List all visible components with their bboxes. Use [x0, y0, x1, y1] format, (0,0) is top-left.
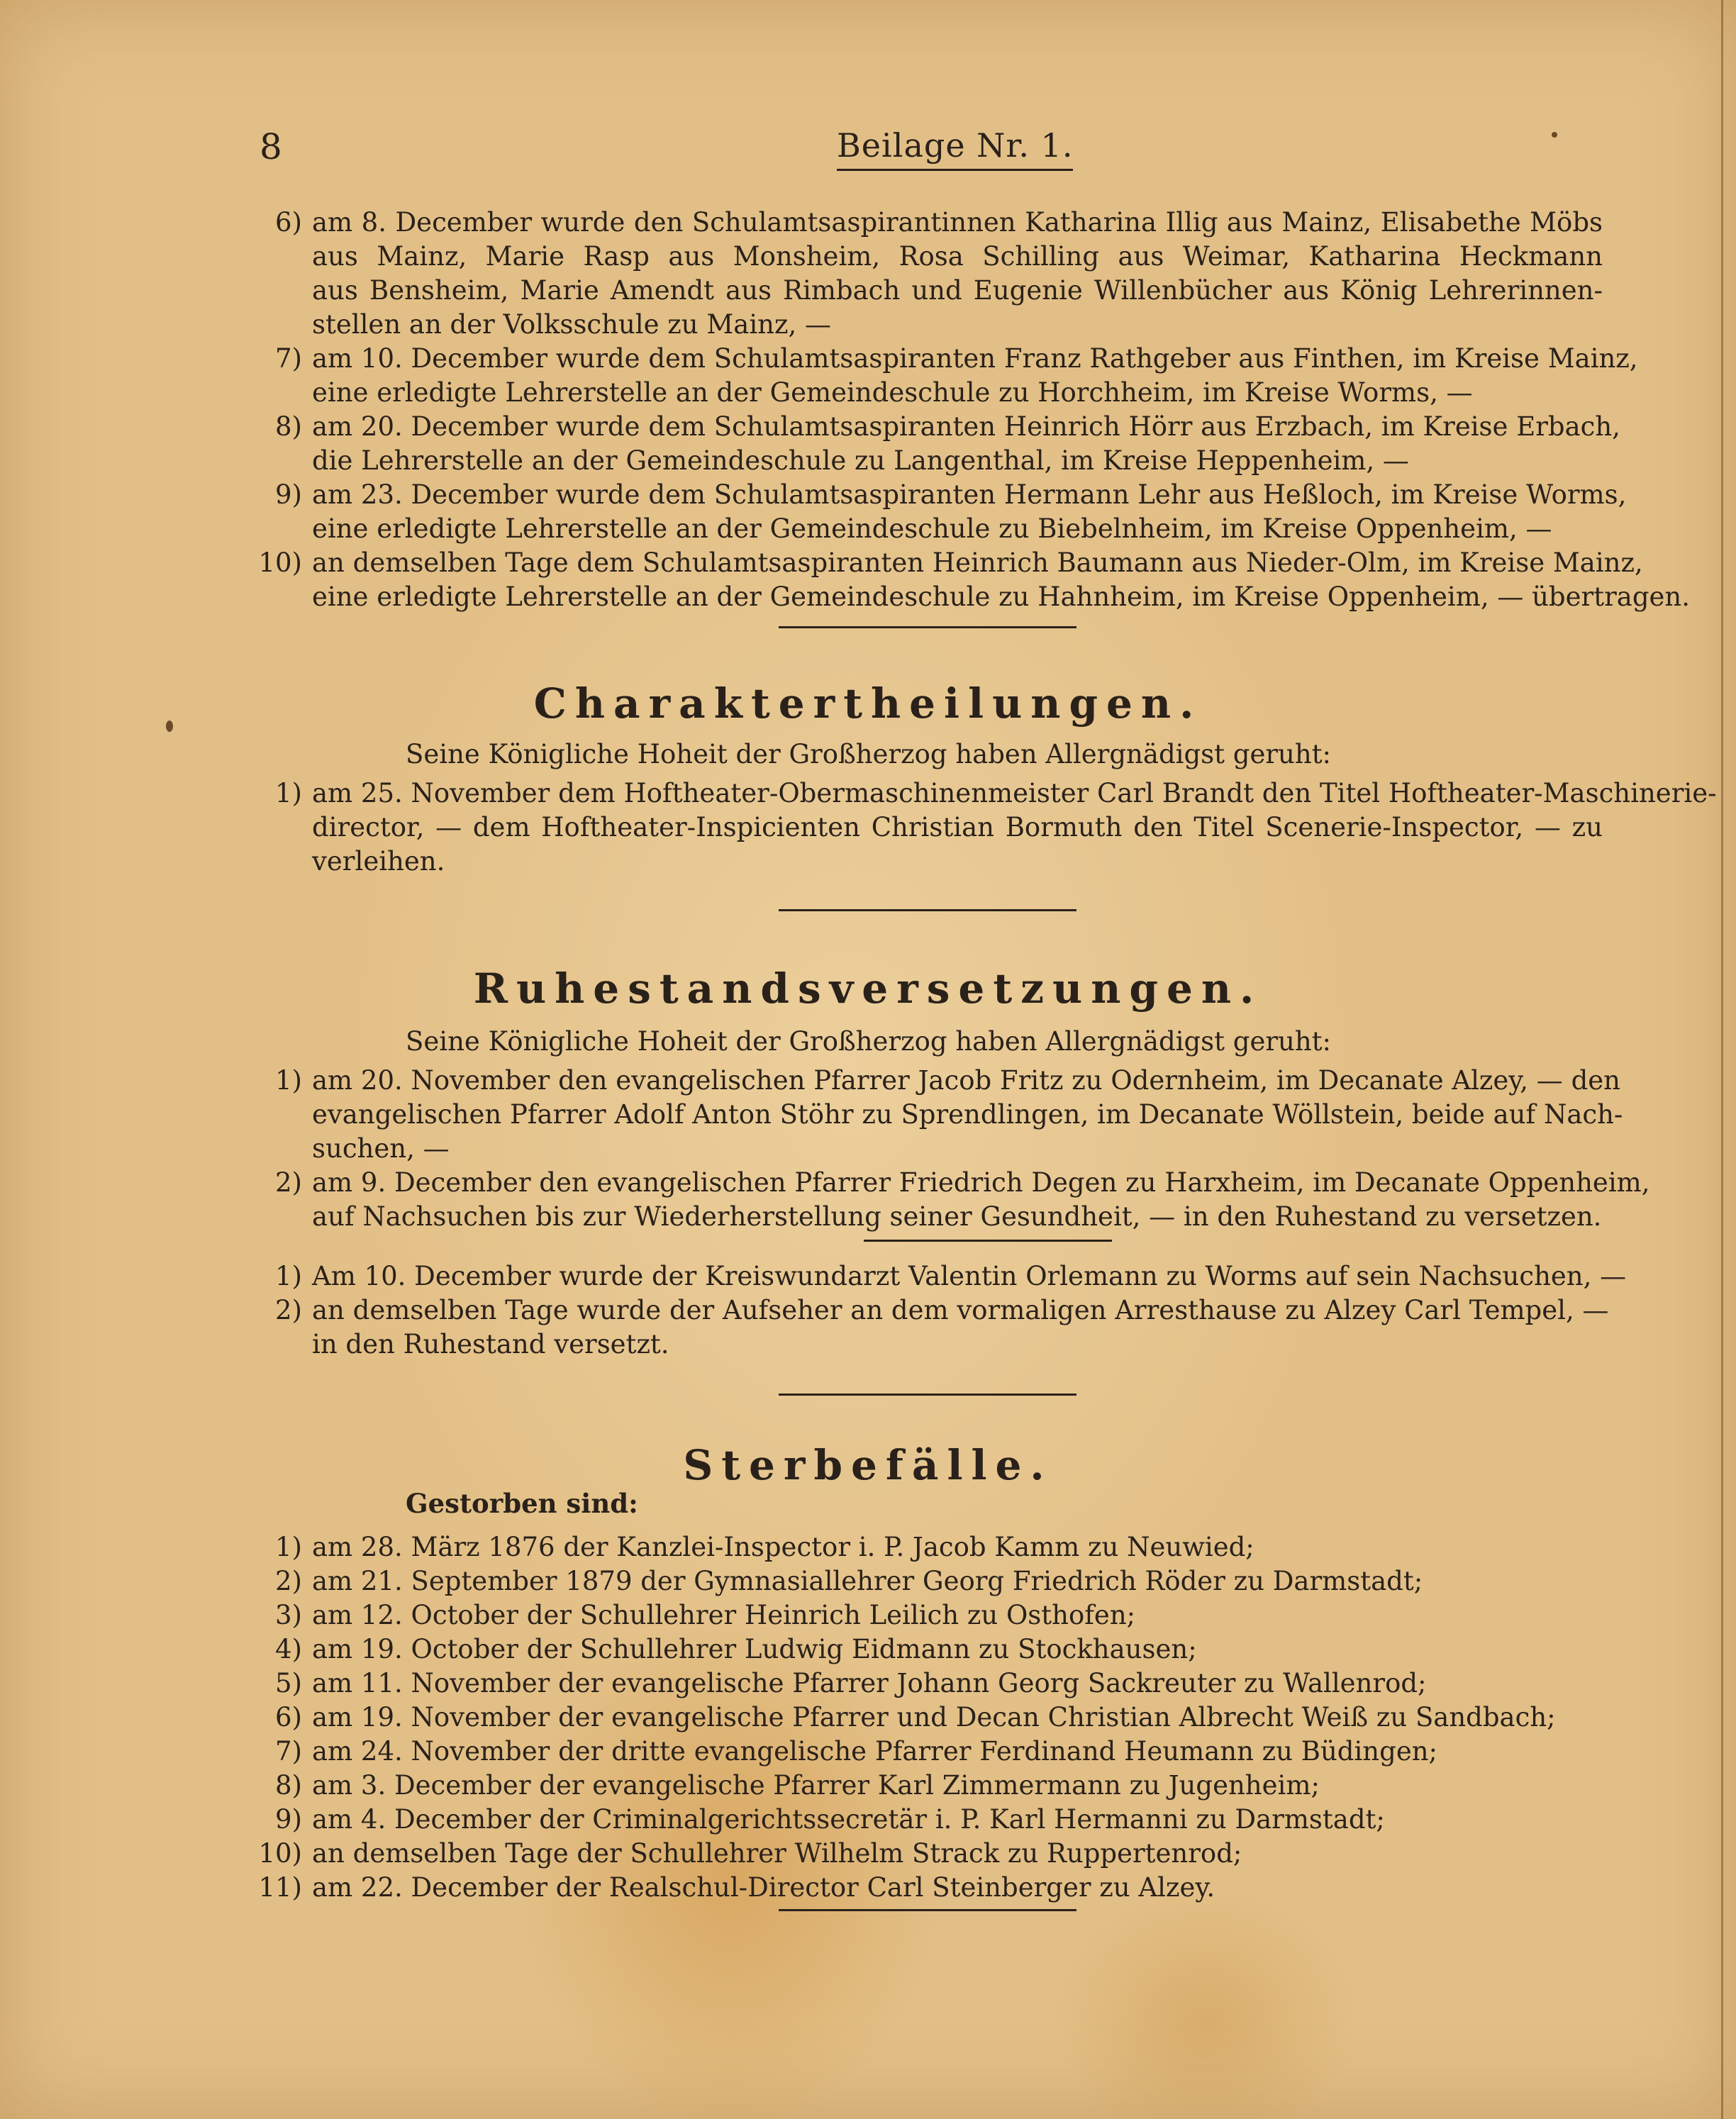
sterbefaelle-section [258, 1530, 1603, 1905]
item-number: 2) [275, 1167, 302, 1198]
list-item [275, 1701, 1603, 1735]
item-text-line: am 9. December den evangelischen Pfarrer Friedrich Degen zu Harxheim, im Decanate Oppenheim, [312, 1167, 1650, 1198]
item-text-line: am 19. November der evangelische Pfarrer und Decan Christian Albrecht Weiß zu Sandbach; [312, 1702, 1556, 1733]
item-text-line: am 21. September 1879 der Gymnasiallehrer Georg Friedrich Röder zu Darmstadt; [312, 1566, 1423, 1596]
list-item [275, 1667, 1603, 1701]
item-number: 1) [275, 1065, 302, 1096]
item-number: 7) [275, 343, 302, 374]
item-text-line: in den Ruhestand versetzt. [312, 1329, 669, 1359]
item-text-line: am 11. November der evangelische Pfarrer Johann Georg Sackreuter zu Wallenrod; [312, 1668, 1427, 1698]
item-text-line: am 22. December der Realschul-Director Carl Steinberger zu Alzey. [312, 1872, 1215, 1903]
item-text-line: am 20. November den evangelischen Pfarrer Jacob Fritz zu Odernheim, im Decanate Alzey, — den [312, 1065, 1620, 1096]
ruhestand-intro: Seine Königliche Hoheit der Großherzog haben Allergnädigst geruht: [406, 1026, 1332, 1057]
list-item [275, 1735, 1603, 1769]
item-text-line: aus Bensheim, Marie Amendt aus Rimbach und Eugenie Willenbücher aus König Lehrerinnen- [312, 275, 1603, 306]
list-item [258, 546, 1690, 614]
item-number: 9) [275, 1804, 302, 1835]
item-number: 10) [258, 547, 302, 578]
item-text-line: am 24. November der dritte evangelische Pfarrer Ferdinand Heumann zu Büdingen; [312, 1736, 1438, 1767]
heading-charaktertheilungen: Charaktertheilungen. [533, 679, 1203, 728]
item-number: 7) [275, 1736, 302, 1767]
list-item [275, 1803, 1603, 1837]
sterbefaelle-intro: Gestorben sind: [406, 1488, 638, 1519]
item-number: 11) [258, 1872, 302, 1903]
list-item [275, 1769, 1603, 1803]
list-item [258, 1871, 1603, 1905]
section-divider [779, 626, 1076, 628]
item-text-line: am 10. December wurde dem Schulamtsaspiranten Franz Rathgeber aus Finthen, im Kreise Mainz, [312, 343, 1638, 374]
item-text-line: stellen an der Volksschule zu Mainz, — [312, 309, 831, 340]
list-item [275, 206, 1603, 342]
item-text-line: am 28. März 1876 der Kanzlei-Inspector i. P. Jacob Kamm zu Neuwied; [312, 1532, 1254, 1562]
item-number: 2) [275, 1295, 302, 1325]
page-number: 8 [260, 126, 282, 167]
page-header [0, 126, 1736, 169]
item-text-line: am 23. December wurde dem Schulamtsaspiranten Hermann Lehr aus Heßloch, im Kreise Worms, [312, 479, 1627, 510]
item-text-line: eine erledigte Lehrerstelle an der Gemeindeschule zu Hahnheim, im Kreise Oppenheim, — übertragen. [312, 582, 1690, 612]
section-divider [779, 1909, 1076, 1911]
appointments-section [258, 206, 1690, 614]
item-number: 3) [275, 1600, 302, 1630]
item-number: 2) [275, 1566, 302, 1596]
item-number: 6) [275, 1702, 302, 1733]
charakter-intro: Seine Königliche Hoheit der Großherzog haben Allergnädigst geruht: [406, 739, 1332, 769]
item-text-line: auf Nachsuchen bis zur Wiederherstellung seiner Gesundheit, — in den Ruhestand zu versetzen. [312, 1201, 1602, 1232]
list-item [275, 1294, 1609, 1362]
item-text-line: director, — dem Hoftheater-Inspicienten Christian Bormuth den Titel Scenerie-Inspector, — zu [312, 812, 1603, 842]
page-edge-line [1721, 0, 1723, 2119]
item-text-line: am 3. December der evangelische Pfarrer Karl Zimmermann zu Jugenheim; [312, 1770, 1320, 1801]
item-text-line: am 20. December wurde dem Schulamtsaspiranten Heinrich Hörr aus Erzbach, im Kreise Erbach, [312, 411, 1620, 442]
item-text-line: am 8. December wurde den Schulamtsaspirantinnen Katharina Illig aus Mainz, Elisabethe Möbs [312, 207, 1603, 238]
item-text-line: eine erledigte Lehrerstelle an der Gemeindeschule zu Biebelnheim, im Kreise Oppenheim, — [312, 513, 1552, 544]
item-number: 1) [275, 1532, 302, 1562]
item-text-line: am 19. October der Schullehrer Ludwig Eidmann zu Stockhausen; [312, 1634, 1197, 1664]
list-item [275, 342, 1638, 410]
list-item [275, 777, 1717, 879]
heading-ruhestandsversetzungen: Ruhestandsversetzungen. [473, 964, 1263, 1013]
ruhestand-section-2 [275, 1259, 1627, 1362]
item-number: 1) [275, 1261, 302, 1291]
item-number: 10) [258, 1838, 302, 1869]
item-number: 9) [275, 479, 302, 510]
list-item [275, 1564, 1603, 1598]
item-text-line: am 25. November dem Hoftheater-Obermaschinenmeister Carl Brandt den Titel Hoftheater-Maschinerie- [312, 778, 1717, 808]
list-item [275, 1598, 1603, 1633]
section-divider [779, 1394, 1076, 1396]
section-divider [779, 909, 1076, 911]
item-text-line: suchen, — [312, 1133, 450, 1164]
list-item [275, 1530, 1603, 1564]
ruhestand-section [275, 1064, 1650, 1234]
item-text-line: am 4. December der Criminalgerichtssecretär i. P. Karl Hermanni zu Darmstadt; [312, 1804, 1385, 1835]
item-number: 8) [275, 1770, 302, 1801]
item-text-line: am 12. October der Schullehrer Heinrich Leilich zu Osthofen; [312, 1600, 1136, 1630]
item-number: 1) [275, 778, 302, 808]
item-text-line: aus Mainz, Marie Rasp aus Monsheim, Rosa Schilling aus Weimar, Katharina Heckmann [312, 241, 1603, 272]
item-text-line: an demselben Tage wurde der Aufseher an dem vormaligen Arresthause zu Alzey Carl Tempel, — [312, 1295, 1609, 1325]
item-number: 4) [275, 1634, 302, 1664]
item-text-line: verleihen. [312, 846, 445, 877]
section-divider [864, 1240, 1112, 1242]
list-item [275, 1259, 1627, 1294]
item-text-line: evangelischen Pfarrer Adolf Anton Stöhr zu Sprendlingen, im Decanate Wöllstein, beide auf Nach- [312, 1099, 1623, 1130]
item-text-line: Am 10. December wurde der Kreiswundarzt Valentin Orlemann zu Worms auf sein Nachsuchen, — [312, 1261, 1627, 1291]
running-title: Beilage Nr. 1. [837, 126, 1073, 171]
list-item [275, 1633, 1603, 1667]
list-item [275, 1064, 1623, 1166]
item-text-line: an demselben Tage der Schullehrer Wilhelm Strack zu Ruppertenrod; [312, 1838, 1242, 1869]
list-item [275, 478, 1627, 546]
item-text-line: an demselben Tage dem Schulamtsaspiranten Heinrich Baumann aus Nieder-Olm, im Kreise Mainz, [312, 547, 1643, 578]
item-number: 5) [275, 1668, 302, 1698]
heading-sterbefaelle: Sterbefälle. [683, 1441, 1053, 1489]
item-text-line: die Lehrerstelle an der Gemeindeschule zu Langenthal, im Kreise Heppenheim, — [312, 445, 1409, 476]
item-number: 8) [275, 411, 302, 442]
list-item [275, 1166, 1650, 1234]
item-text-line: eine erledigte Lehrerstelle an der Gemeindeschule zu Horchheim, im Kreise Worms, — [312, 377, 1473, 408]
item-number: 6) [275, 207, 302, 238]
list-item [258, 1837, 1603, 1871]
list-item [275, 410, 1620, 478]
charakter-section [275, 777, 1717, 879]
